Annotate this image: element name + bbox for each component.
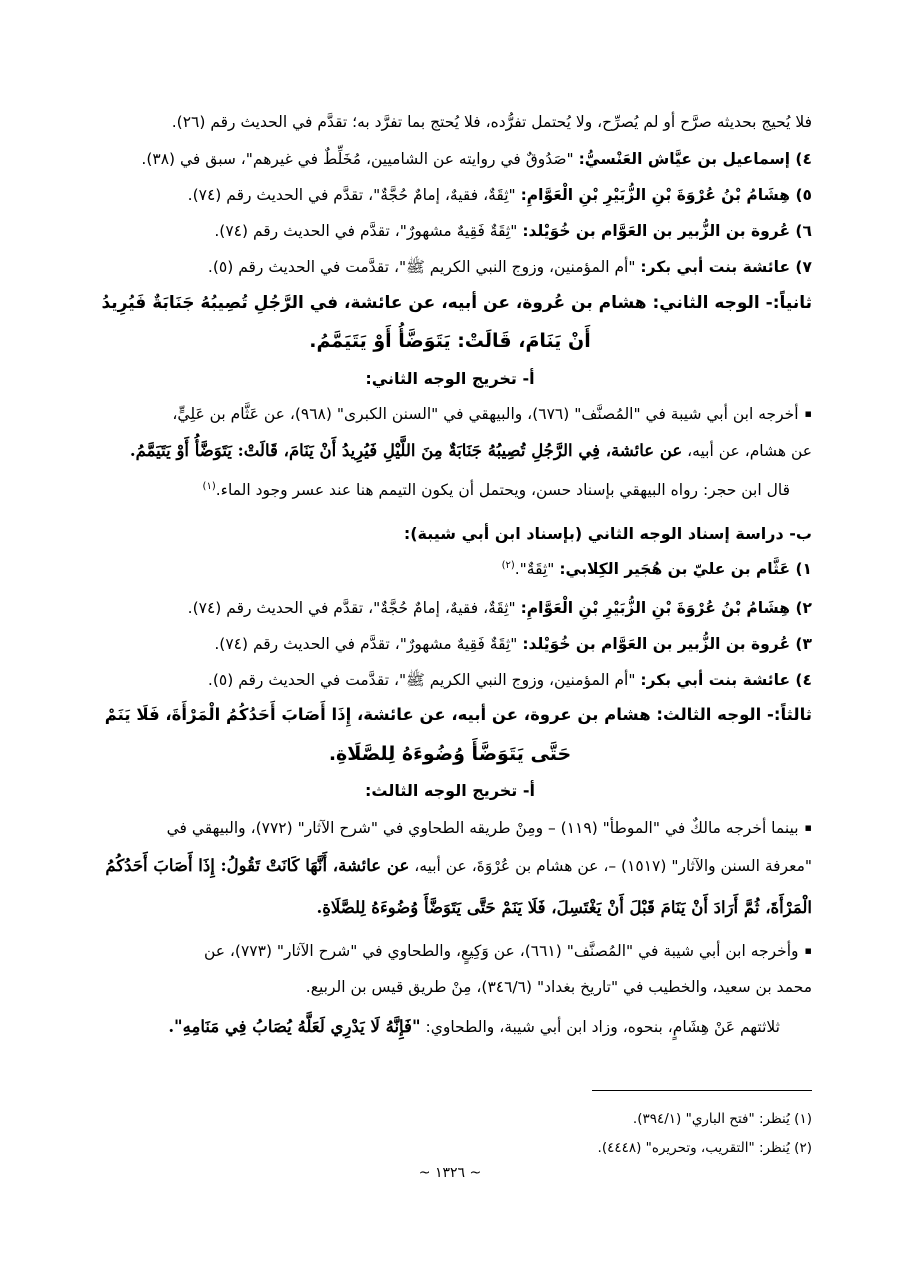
section-heading: ثانياً:- الوجه الثاني: هشام بن عُروة، عن أبيه، عن عائشة، في الرَّجُلِ تُصِيبُهُ جَنَابَةٌ فَيُرِيدُ: [101, 293, 812, 313]
bullet-icon: ▪: [804, 944, 812, 957]
narrator-name: ١) عَثَّام بن عليّ بن هُجَير الكِلابي:: [559, 560, 812, 579]
quote-line: [88, 481, 790, 500]
paragraph-text: بينما أخرجه مالكٌ في "الموطأ" (١١٩) – ومِنْ طريقه الطحاوي في "شرح الآثار" (٧٧٢)، والبيهقي في: [166, 819, 799, 837]
paragraph-line: محمد بن سعيد، والخطيب في "تاريخ بغداد" (٣٤٦/٦)، مِنْ طريق قيس بن الربيع.: [305, 978, 812, 996]
narrator-grade: "أم المؤمنين، وزوج النبي الكريم ﷺ"، تقدَّمت في الحديث رقم (٥).: [207, 258, 641, 276]
footnote-divider: [592, 1090, 812, 1091]
subsection-heading: ب- دراسة إسناد الوجه الثاني (بإسناد ابن أبي شيبة):: [403, 524, 812, 543]
takhrij-paragraph: [88, 405, 812, 424]
bullet-icon: ▪: [804, 821, 812, 834]
narrator-name: ٤) عائشة بنت أبي بكر:: [640, 671, 812, 689]
narrator-name: ٢) هِشَامُ بْنُ عُرْوَةَ بْنِ الزُّبَيْرِ بْنِ الْعَوَّامِ:: [520, 599, 812, 617]
paragraph-text: ثلاثتهم عَنْ هِشَامٍ، بنحوه، وزاد ابن أبي شيبة، والطحاوي:: [420, 1018, 780, 1036]
narrator-entry: [88, 222, 812, 241]
section-heading: ثالثاً:- الوجه الثالث: هشام بن عروة، عن أبيه، عن عائشة، إِذَا أَصَابَ أَحَدُكُمُ الْمَرْأَةَ، فَلَا يَنَمْ: [104, 705, 812, 724]
narrator-entry: [88, 258, 812, 277]
paragraph-line: [88, 1017, 780, 1037]
page-number: ~ ١٣٢٦ ~: [418, 1165, 482, 1181]
hadith-line: الْمَرْأَةَ، ثُمَّ أَرَادَ أَنْ يَنَامَ قَبْلَ أَنْ يَغْتَسِلَ، فَلَا يَنَمْ حَتَّى يَتَوَضَّأَ وُضُوءَهُ لِلصَّلَاةِ.: [316, 898, 812, 917]
footnote-ref: (١): [202, 481, 216, 492]
paragraph-text: "معرفة السنن والآثار" (١٥١٧) –، عن هشام بن عُرْوَةَ، عن أبيه،: [409, 857, 812, 875]
hadith-text: عن عائشة، فِي الرَّجُلِ تُصِيبُهُ جَنَابَةٌ مِنَ اللَّيْلِ فَيُرِيدُ أَنْ يَنَامَ، قَالَتْ: يَتَوَضَّأُ أَوْ يَتَيَمَّمُ.: [129, 441, 683, 460]
subsection-heading: أ- تخريج الوجه الثالث:: [365, 781, 535, 800]
narrator-grade: "ثِقَةٌ، فقيهٌ، إمامٌ حُجَّةٌ"، تقدَّم في الحديث رقم (٧٤).: [187, 599, 521, 617]
takhrij-paragraph: [88, 819, 812, 838]
narrator-entry: [88, 671, 812, 690]
hadith-text: عن عائشة، أَنَّهَا كَانَتْ تَقُولُ: إِذَا أَصَابَ أَحَدُكُمُ: [105, 856, 410, 875]
narrator-entry: [88, 599, 812, 618]
narrator-grade: "ثِقَةٌ فَقِيهٌ مشهورٌ"، تقدَّم في الحديث رقم (٧٤).: [214, 222, 523, 240]
section-heading-cont: أَنْ يَنَامَ، قَالَتْ: يَتَوَضَّأُ أَوْ يَتَيَمَّمُ.: [309, 330, 591, 352]
narrator-entry: [88, 186, 812, 205]
footnote-ref: (٢): [501, 560, 515, 571]
narrator-name: ٣) عُروة بن الزُّبير بن العَوَّام بن خُوَيْلد:: [522, 635, 812, 653]
subsection-heading: أ- تخريج الوجه الثاني:: [365, 369, 535, 388]
takhrij-paragraph-cont: [88, 856, 812, 876]
narrator-name: ٥) هِشَامُ بْنُ عُرْوَةَ بْنِ الزُّبَيْرِ بْنِ الْعَوَّامِ:: [520, 186, 812, 204]
narrator-entry: [88, 635, 812, 654]
hadith-text: "فَإِنَّهُ لَا يَدْرِي لَعَلَّهُ يُصَابُ فِي مَنَامِهِ".: [168, 1017, 421, 1036]
takhrij-paragraph-cont: [88, 441, 812, 461]
narrator-grade: "أم المؤمنين، وزوج النبي الكريم ﷺ"، تقدَّمت في الحديث رقم (٥).: [207, 671, 641, 689]
paragraph-text: أخرجه ابن أبي شيبة في "المُصنَّف" (٦٧٦)، والبيهقي في "السنن الكبرى" (٩٦٨)، عن عَثَّام بن عَلِيٍّ،: [172, 405, 799, 423]
narrator-name: ٤) إسماعيل بن عيَّاش العَنْسيُّ:: [578, 150, 812, 168]
footnote: (١) يُنظر: "فتح الباري" (٣٩٤/١).: [632, 1111, 812, 1127]
narrator-name: ٦) عُروة بن الزُّبير بن العَوَّام بن خُوَيْلد:: [522, 222, 812, 240]
paragraph-text: عن هشام، عن أبيه،: [682, 442, 812, 460]
narrator-grade: "ثِقَةٌ، فقيهٌ، إمامٌ حُجَّةٌ"، تقدَّم في الحديث رقم (٧٤).: [187, 186, 521, 204]
narrator-grade: "صَدُوقٌ في روايته عن الشاميين، مُخَلِّطٌ في غيرهم"، سبق في (٣٨).: [141, 150, 579, 168]
document-page: [88, 0, 812, 1273]
paragraph-text: وأخرجه ابن أبي شيبة في "المُصنَّف" (٦٦١)، عن وَكِيعٍ، والطحاوي في "شرح الآثار" (٧٧٣)، عن: [203, 942, 799, 960]
narrator-name: ٧) عائشة بنت أبي بكر:: [640, 258, 812, 276]
bullet-icon: ▪: [804, 407, 812, 420]
footnote: (٢) يُنظر: "التقريب، وتحريره" (٤٤٤٨).: [597, 1140, 812, 1156]
narrator-entry: [88, 560, 812, 579]
narrator-grade: "ثِقَةٌ".: [514, 560, 560, 579]
narrator-entry: [88, 150, 812, 169]
section-heading-cont: حَتَّى يَتَوَضَّأَ وُضُوءَهُ لِلصَّلَاةِ.: [328, 743, 572, 765]
text-line: فلا يُحيج بحديثه صرَّح أو لم يُصرِّح، ولا يُحتمل تفرُّده، فلا يُحتج بما تفرَّد به؛ تقدَّم في الحديث رقم (٢٦).: [171, 113, 812, 131]
takhrij-paragraph: [88, 942, 812, 961]
quote-text: قال ابن حجر: رواه البيهقي بإسناد حسن، ويحتمل أن يكون التيمم هنا عند عسر وجود الماء.: [215, 481, 790, 500]
narrator-grade: "ثِقَةٌ فَقِيهٌ مشهورٌ"، تقدَّم في الحديث رقم (٧٤).: [214, 635, 523, 653]
